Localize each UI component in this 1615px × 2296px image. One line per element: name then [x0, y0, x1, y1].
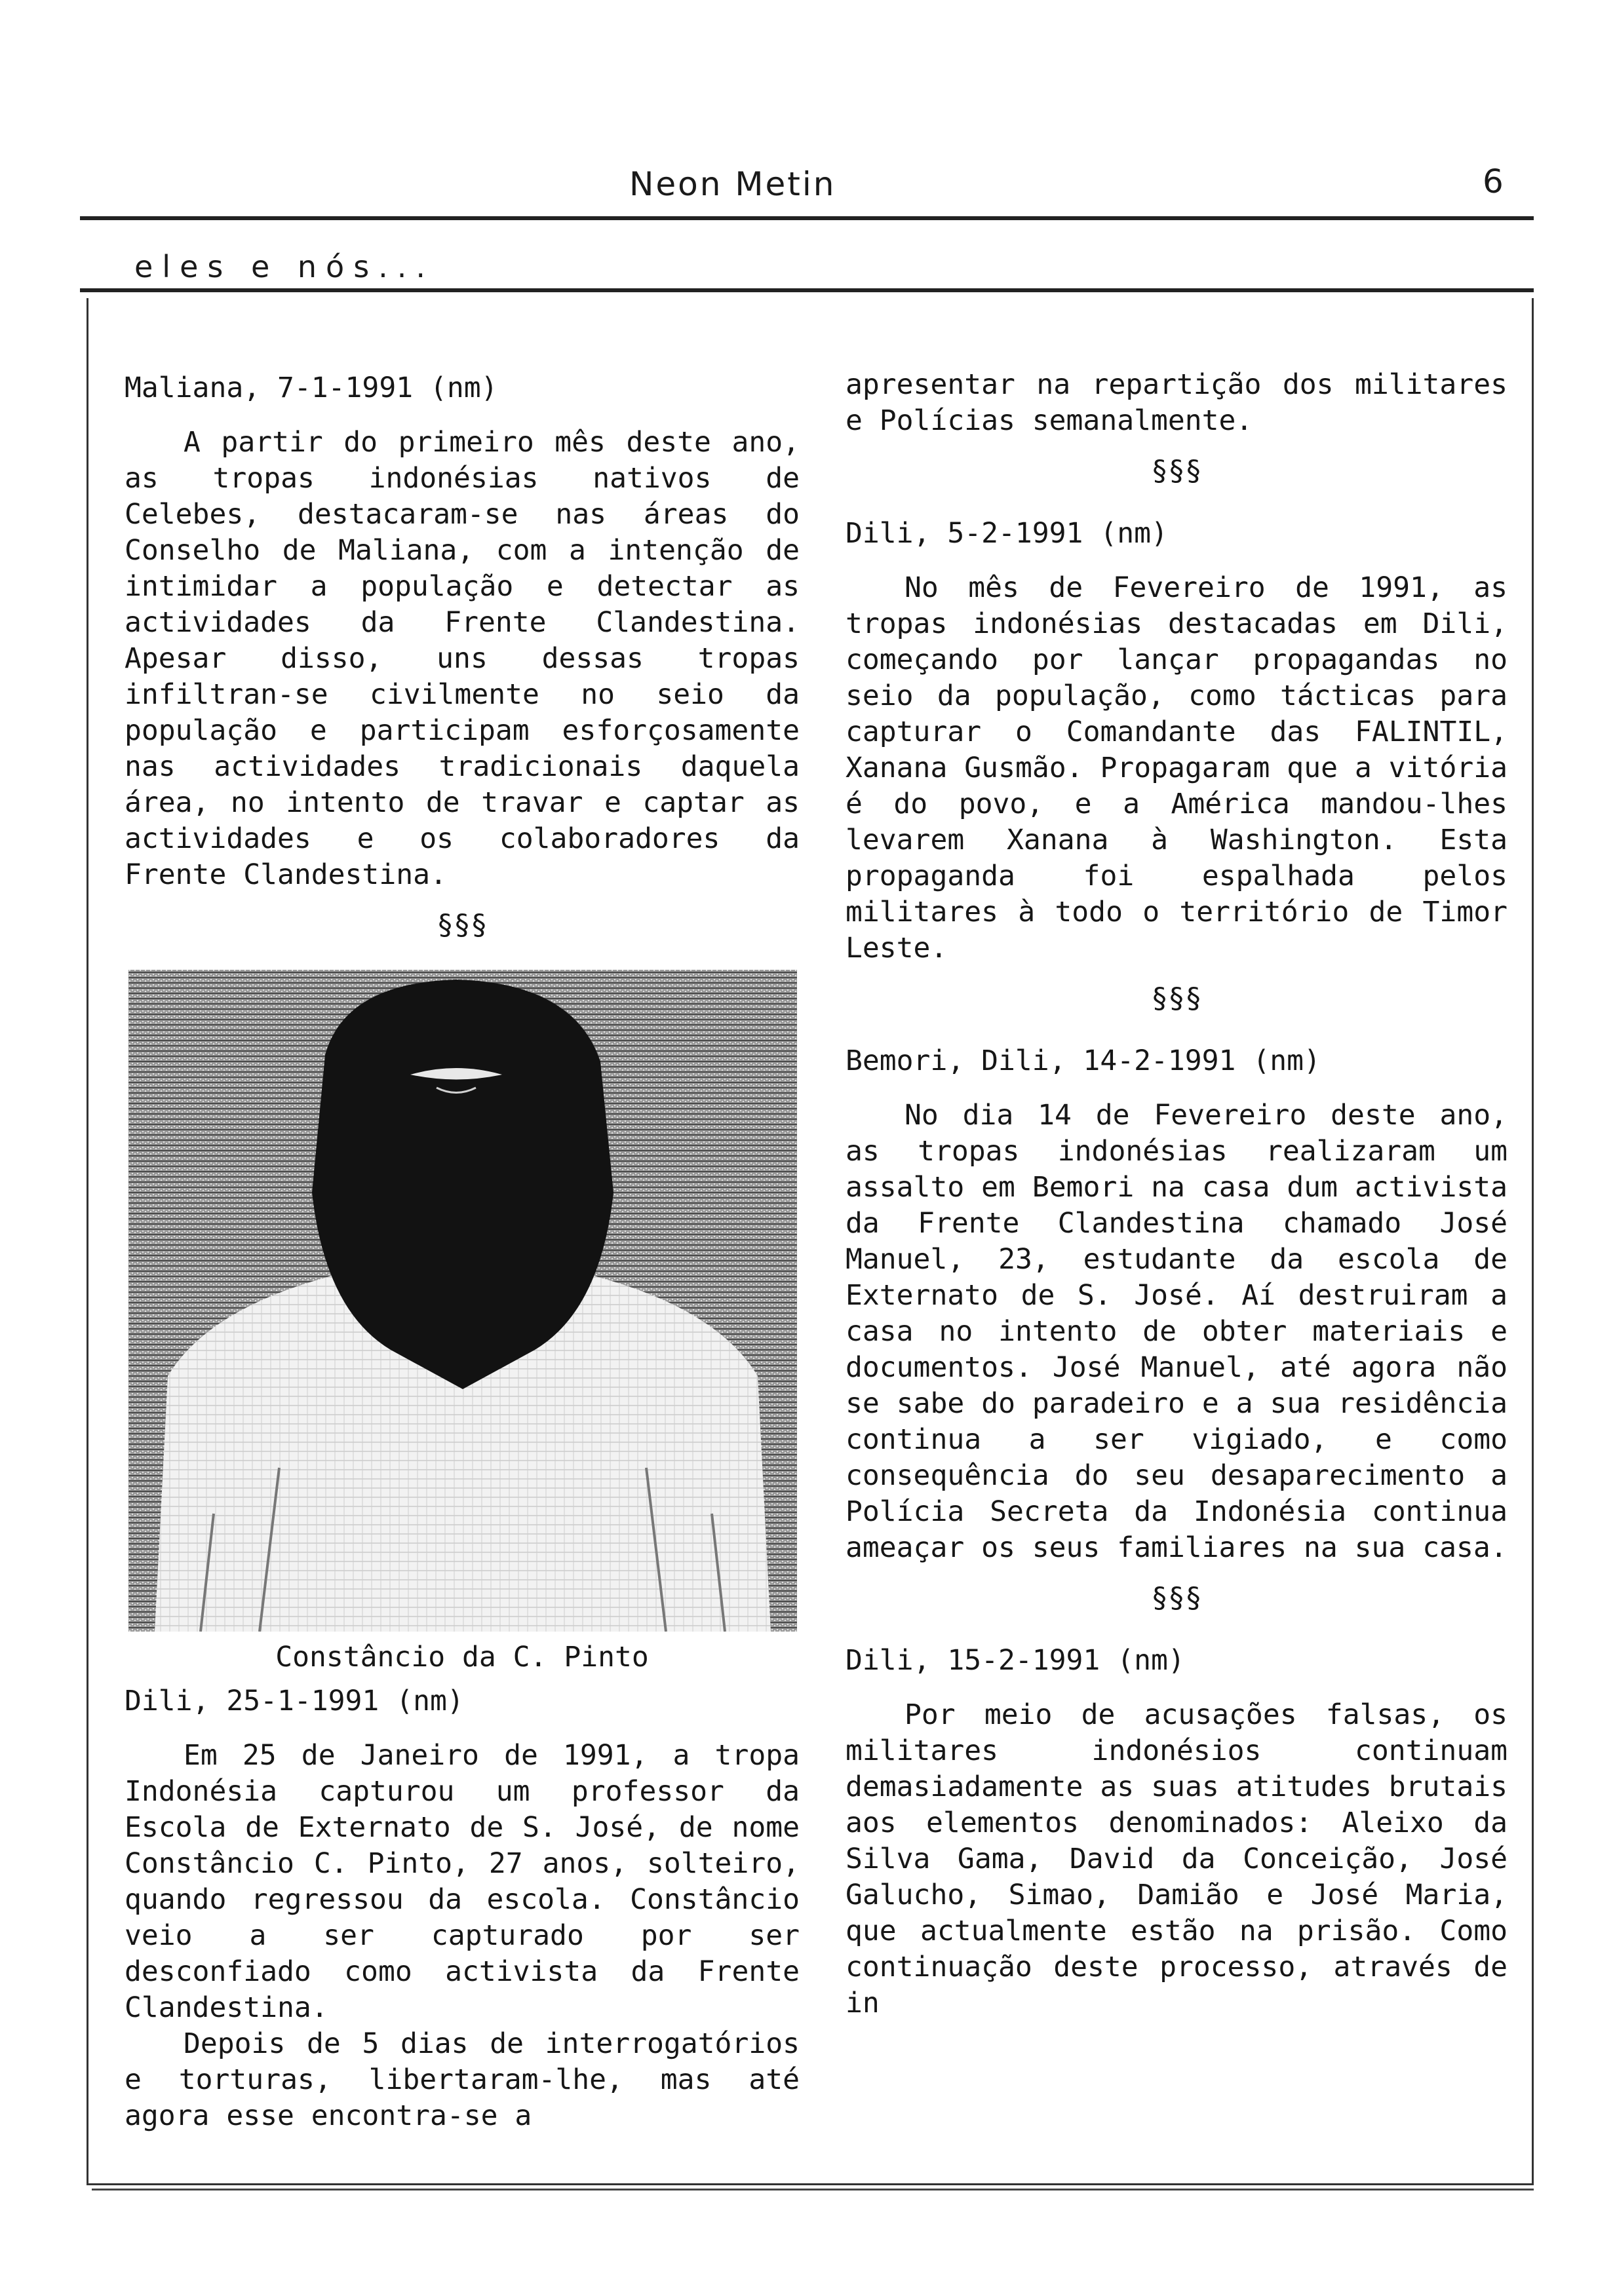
section-separator: §§§	[437, 909, 488, 942]
portrait-photo	[128, 970, 797, 1632]
left-column	[125, 370, 800, 2134]
article-dateline: Bemori, Dili, 14-2-1991 (nm)	[846, 1044, 1321, 1077]
section-separator: §§§	[1151, 1582, 1202, 1615]
article-body: No dia 14 de Fevereiro deste ano, as tropas indonésias realizaram um assalto em Bemori na casa dum activista da Frente Clandestina chamado José Manuel, 23, estudante da escola de Externato de S. José. Aí destruiram a casa no intento de obter materiais e documentos. José Manuel, até agora não se sabe do paradeiro e a sua residência continua a ser vigiado, e como consequência do seu desaparecimento a Polícia Secreta da Indonésia continua ameaçar os seus familiares na sua casa.	[846, 1099, 1508, 1564]
photo-caption: Constâncio da C. Pinto	[275, 1641, 649, 1674]
section-separator: §§§	[1151, 982, 1202, 1015]
article-dateline: Dili, 5-2-1991 (nm)	[846, 517, 1168, 550]
section-separator: §§§	[1151, 455, 1202, 488]
article-body: No mês de Fevereiro de 1991, as tropas indonésias destacadas em Dili, começando por lançar propagandas no seio da população, como tácticas para capturar o Comandante das FALINTIL, Xanana Gusmão. Propagaram que a vitória é do povo, e a América mandou-lhes levarem Xanana à Washington. Esta propaganda foi espalhada pelos militares à todo o território de Timor Leste.	[846, 571, 1508, 965]
article-body: Depois de 5 dias de interrogatórios e torturas, libertaram-lhe, mas até agora esse encontra-se a	[125, 2027, 800, 2132]
page-number: 6	[1483, 163, 1504, 201]
header-rule	[80, 216, 1534, 220]
publication-title: Neon Metin	[629, 165, 836, 203]
section-rule	[80, 288, 1534, 292]
article-body: Em 25 de Janeiro de 1991, a tropa Indonésia capturou um professor da Escola de Externato de S. José, de nome Constâncio C. Pinto, 27 anos, solteiro, quando regressou da escola. Constâncio veio a ser capturado por ser desconfiado como activista da Frente Clandestina.	[125, 1739, 800, 2024]
footer-rule	[92, 2189, 1534, 2191]
article-body: Por meio de acusações falsas, os militares indonésios continuam demasiadamente as suas atitudes brutais aos elementos denominados: Aleixo da Silva Gama, David da Conceição, José Galucho, Simao, Damião e José Maria, que actualmente estão na prisão. Como continuação deste processo, através de in	[846, 1698, 1508, 2019]
right-column	[846, 367, 1508, 2021]
article-dateline: Maliana, 7-1-1991 (nm)	[125, 372, 498, 404]
article-dateline: Dili, 25-1-1991 (nm)	[125, 1685, 464, 1717]
article-dateline: Dili, 15-2-1991 (nm)	[846, 1644, 1185, 1677]
article-body: A partir do primeiro mês deste ano, as tropas indonésias nativos de Celebes, destacaram-se nas áreas do Conselho de Maliana, com a intenção de intimidar a população e detectar as actividades da Frente Clandestina. Apesar disso, uns dessas tropas infiltran-se civilmente no seio da população e participam esforçosamente nas actividades tradicionais daquela área, no intento de travar e captar as actividades e os colaboradores da Frente Clandestina.	[125, 426, 800, 891]
article-continuation: apresentar na repartição dos militares e Polícias semanalmente.	[846, 368, 1508, 437]
section-label: eles e nós...	[134, 249, 435, 284]
